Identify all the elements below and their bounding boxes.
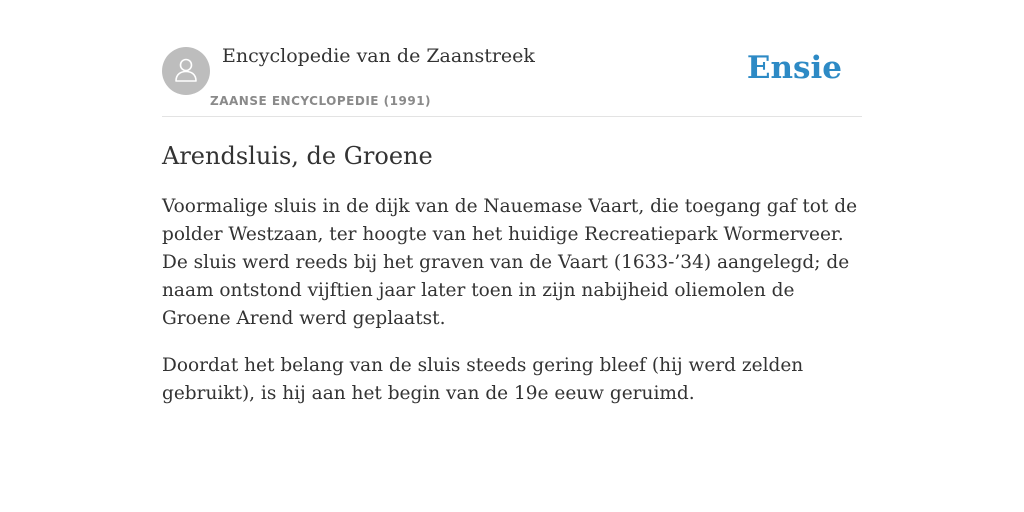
- source-label: ZAANSE ENCYCLOPEDIE (1991): [210, 94, 432, 108]
- author-name[interactable]: Encyclopedie van de Zaanstreek: [222, 45, 535, 67]
- ensie-logo[interactable]: Ensie: [746, 50, 842, 86]
- entry-body: [162, 193, 862, 408]
- entry-header: [162, 0, 862, 117]
- entry-paragraph: Voormalige sluis in de dijk van de Nauemase Vaart, die toegang gaf tot de polder Westzaan, ter hoogte van het huidige Recreatiepark Wormerveer. De sluis werd reeds bij het graven van de Vaart (1633-’34) aangelegd; de naam ontstond vijftien jaar later toen in zijn nabijheid oliemolen de Groene Arend werd geplaatst.: [162, 196, 858, 329]
- entry-card: [162, 0, 862, 408]
- author-avatar[interactable]: [162, 47, 210, 95]
- entry-title: Arendsluis, de Groene: [162, 142, 433, 170]
- entry-paragraph: Doordat het belang van de sluis steeds gering bleef (hij werd zelden gebruikt), is hij aan het begin van de 19e eeuw geruimd.: [162, 355, 804, 404]
- user-icon: [172, 55, 200, 88]
